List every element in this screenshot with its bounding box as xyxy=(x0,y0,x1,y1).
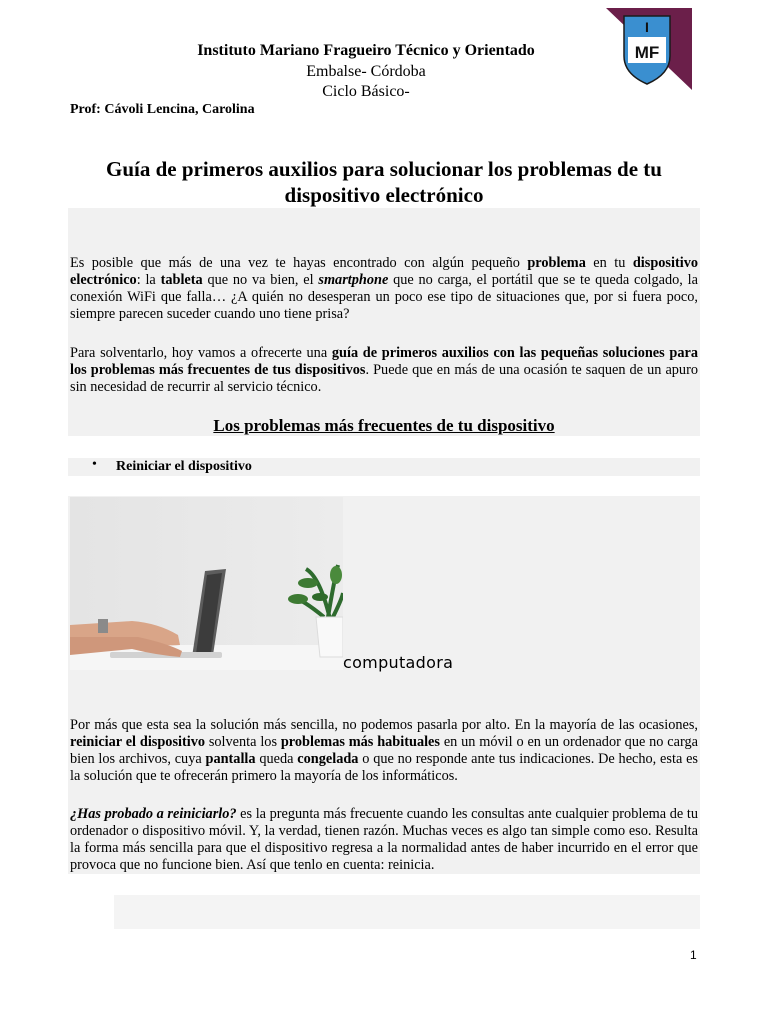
professor-name: Prof: Cávoli Lencina, Carolina xyxy=(70,102,255,117)
bullet-dot: • xyxy=(92,457,97,472)
restart-paragraph: Por más que esta sea la solución más sencilla, no podemos pasarla por alto. En la mayoría de las ocasiones, reiniciar el dispositivo solventa los problemas más habituales en un móvil o en un ordenador que no carga bien los archivos, cuya pantalla queda congelada o que no responde ante tus indicaciones. De hecho, esta es la solución que te ofrecerán primero la mayoría de los informáticos. xyxy=(70,717,698,784)
intro-paragraph: Es posible que más de una vez te hayas encontrado con algún pequeño problema en tu dispositivo electrónico: la tableta que no va bien, el smartphone que no carga, el portátil que se te queda colgado, la conexión WiFi que falla… ¿A quién no desesperan un poco ese tipo de situaciones que, por si fuera poco, siempre parecen suceder cuando uno tiene prisa? xyxy=(70,255,698,322)
image-caption: computadora xyxy=(343,653,454,672)
solution-paragraph: Para solventarlo, hoy vamos a ofrecerte una guía de primeros auxilios con las pequeñas soluciones para los problemas más frecuentes de tus dispositivos. Puede que en más de una ocasión te saquen de un apuro sin necesidad de recurrir al servicio técnico. xyxy=(70,345,698,395)
question-paragraph: ¿Has probado a reiniciarlo? es la pregunta más frecuente cuando les consultas ante cualquier problema de tu ordenador o dispositivo móvil. Y, la verdad, tienen razón. Muchas veces es algo tan simple como eso. Resulta la forma más sencilla para que el dispositivo regresa a la normalidad antes de haber incurrido en el error que provoca que no funcione bien. Así que tenlo en cuenta: reinicia. xyxy=(70,806,698,873)
logo-letters-mf: MF xyxy=(634,43,660,62)
bullet-item: Reiniciar el dispositivo xyxy=(116,459,252,474)
document-title xyxy=(70,156,698,208)
laptop-photo xyxy=(70,497,343,670)
title-line-1: Guía de primeros auxilios para solucionar los problemas de tu xyxy=(106,157,662,181)
school-name: Instituto Mariano Fragueiro Técnico y Orientado xyxy=(197,42,535,59)
page-number: 1 xyxy=(690,948,697,962)
school-location: Embalse- Córdoba xyxy=(306,63,426,80)
title-line-2: dispositivo electrónico xyxy=(284,183,484,207)
school-logo xyxy=(606,8,692,90)
footer-background xyxy=(114,895,700,929)
logo-letter-top: I xyxy=(645,19,649,35)
school-cycle: Ciclo Básico- xyxy=(322,83,410,100)
section-heading: Los problemas más frecuentes de tu dispositivo xyxy=(213,416,555,435)
